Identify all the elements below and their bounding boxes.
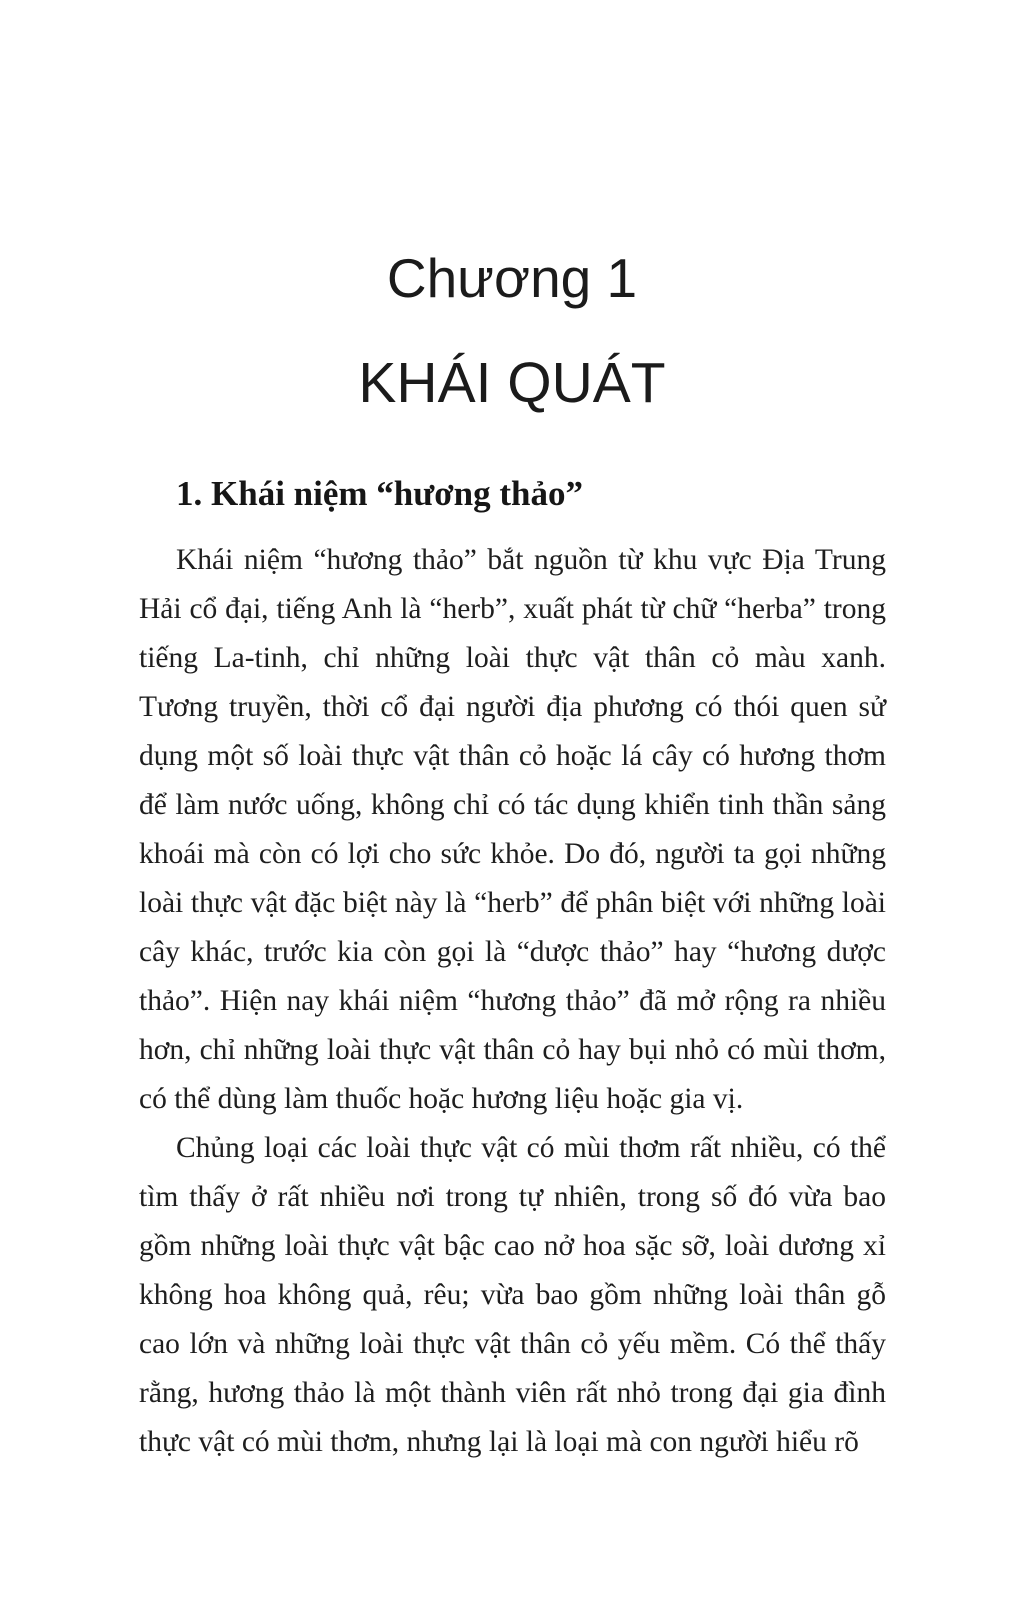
chapter-header bbox=[0, 0, 1024, 414]
body-paragraph-2: Chủng loại các loài thực vật có mùi thơm rất nhiều, có thể tìm thấy ở rất nhiều nơi trong tự nhiên, trong số đó vừa bao gồm những loài thực vật bậc cao nở hoa sặc sỡ, loài dương xỉ không hoa không quả, rêu; vừa bao gồm những loài thân gỗ cao lớn và những loài thực vật thân cỏ yếu mềm. Có thể thấy rằng, hương thảo là một thành viên rất nhỏ trong đại gia đình thực vật có mùi thơm, nhưng lại là loại mà con người hiểu rõ bbox=[139, 1132, 886, 1458]
chapter-number-heading: Chương 1 bbox=[386, 247, 638, 309]
body-paragraph-1: Khái niệm “hương thảo” bắt nguồn từ khu vực Địa Trung Hải cổ đại, tiếng Anh là “herb”, xuất phát từ chữ “herba” trong tiếng La-tinh, chỉ những loài thực vật thân cỏ màu xanh. Tương truyền, thời cổ đại người địa phương có thói quen sử dụng một số loài thực vật thân cỏ hoặc lá cây có hương thơm để làm nước uống, không chỉ có tác dụng khiển tinh thần sảng khoái mà còn có lợi cho sức khỏe. Do đó, người ta gọi những loài thực vật đặc biệt này là “herb” để phân biệt với những loài cây khác, trước kia còn gọi là “dược thảo” hay “hương dược thảo”. Hiện nay khái niệm “hương thảo” đã mở rộng ra nhiều hơn, chỉ những loài thực vật thân cỏ hay bụi nhỏ có mùi thơm, có thể dùng làm thuốc hoặc hương liệu hoặc gia vị. bbox=[139, 544, 886, 1115]
chapter-title-heading: KHÁI QUÁT bbox=[358, 351, 666, 415]
page-text-block bbox=[139, 474, 886, 1467]
section-heading: 1. Khái niệm “hương thảo” bbox=[176, 474, 583, 513]
